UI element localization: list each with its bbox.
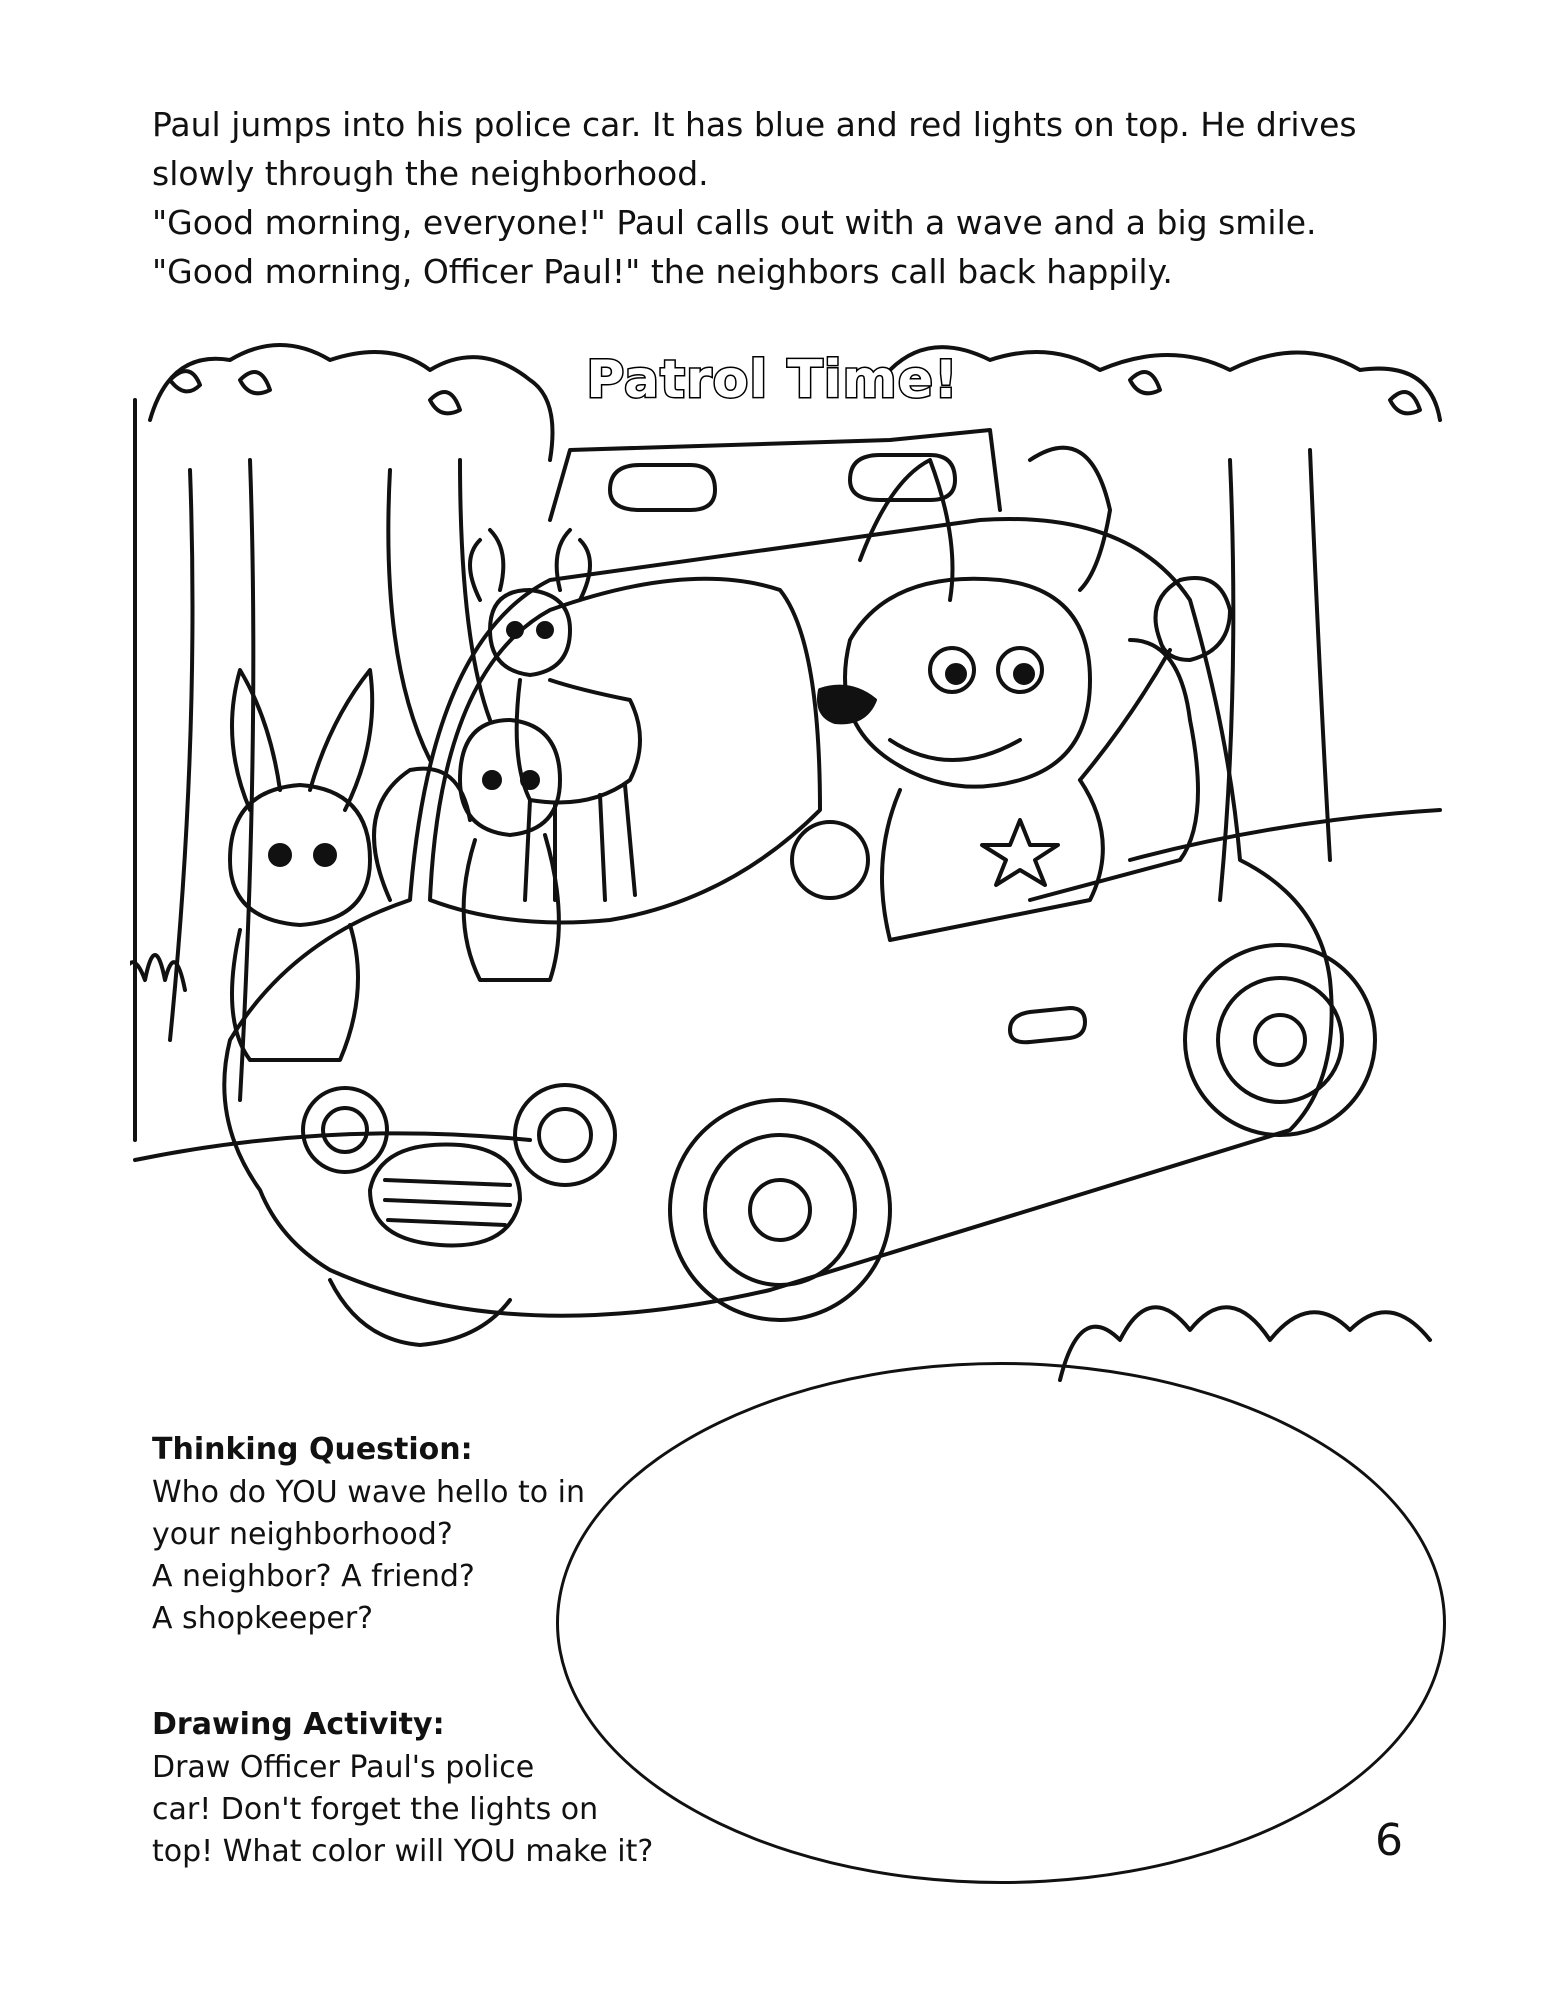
tree-trunk-mid [388,460,490,760]
thinking-question-section [152,1430,585,1640]
car-body [224,519,1331,1316]
rear-wheel [1185,945,1375,1135]
dog-arm [1080,650,1170,780]
coloring-illustration [130,340,1445,1390]
headlight-left [303,1088,387,1172]
page-number: 6 [1375,1815,1403,1866]
drawing-line: car! Don't forget the lights on [152,1792,599,1827]
steering-wheel [792,822,868,898]
thinking-heading: Thinking Question: [152,1432,473,1467]
ground-right [1130,810,1440,860]
dog-paw [1156,578,1231,660]
story-line: "Good morning, Officer Paul!" the neighbors call back happily. [152,252,1173,291]
squirrel-body [464,835,559,980]
dog-uniform [882,780,1103,940]
door-handle [1010,1008,1085,1042]
thinking-line: Who do YOU wave hello to in [152,1475,585,1510]
side-window [1030,640,1198,900]
drawing-heading: Drawing Activity: [152,1707,445,1742]
grille [370,1145,520,1246]
drawing-line: top! What color will YOU make it? [152,1834,654,1869]
drawing-activity-section [152,1705,653,1873]
story-line: "Good morning, everyone!" Paul calls out with a wave and a big smile. [152,203,1317,242]
dog-smile [890,740,1020,760]
drawing-line: Draw Officer Paul's police [152,1750,535,1785]
story-line: slowly through the neighborhood. [152,154,709,193]
illustration-title: Patrol Time! [586,350,959,410]
light-left [610,465,715,510]
thinking-line: A neighbor? A friend? [152,1559,475,1594]
badge-star [982,820,1058,885]
squirrel-head [460,720,560,835]
deer-head [490,590,570,675]
story-line: Paul jumps into his police car. It has blue and red lights on top. He drives [152,105,1357,144]
dog-nose [819,687,875,723]
bushes [1060,1307,1430,1380]
thinking-line: A shopkeeper? [152,1601,374,1636]
bunny-body [232,925,358,1060]
drawing-area-oval[interactable] [556,1362,1446,1884]
headlight-right [515,1085,615,1185]
story-text [152,100,1452,296]
thinking-line: your neighborhood? [152,1517,453,1552]
squirrel-tail [374,769,470,900]
